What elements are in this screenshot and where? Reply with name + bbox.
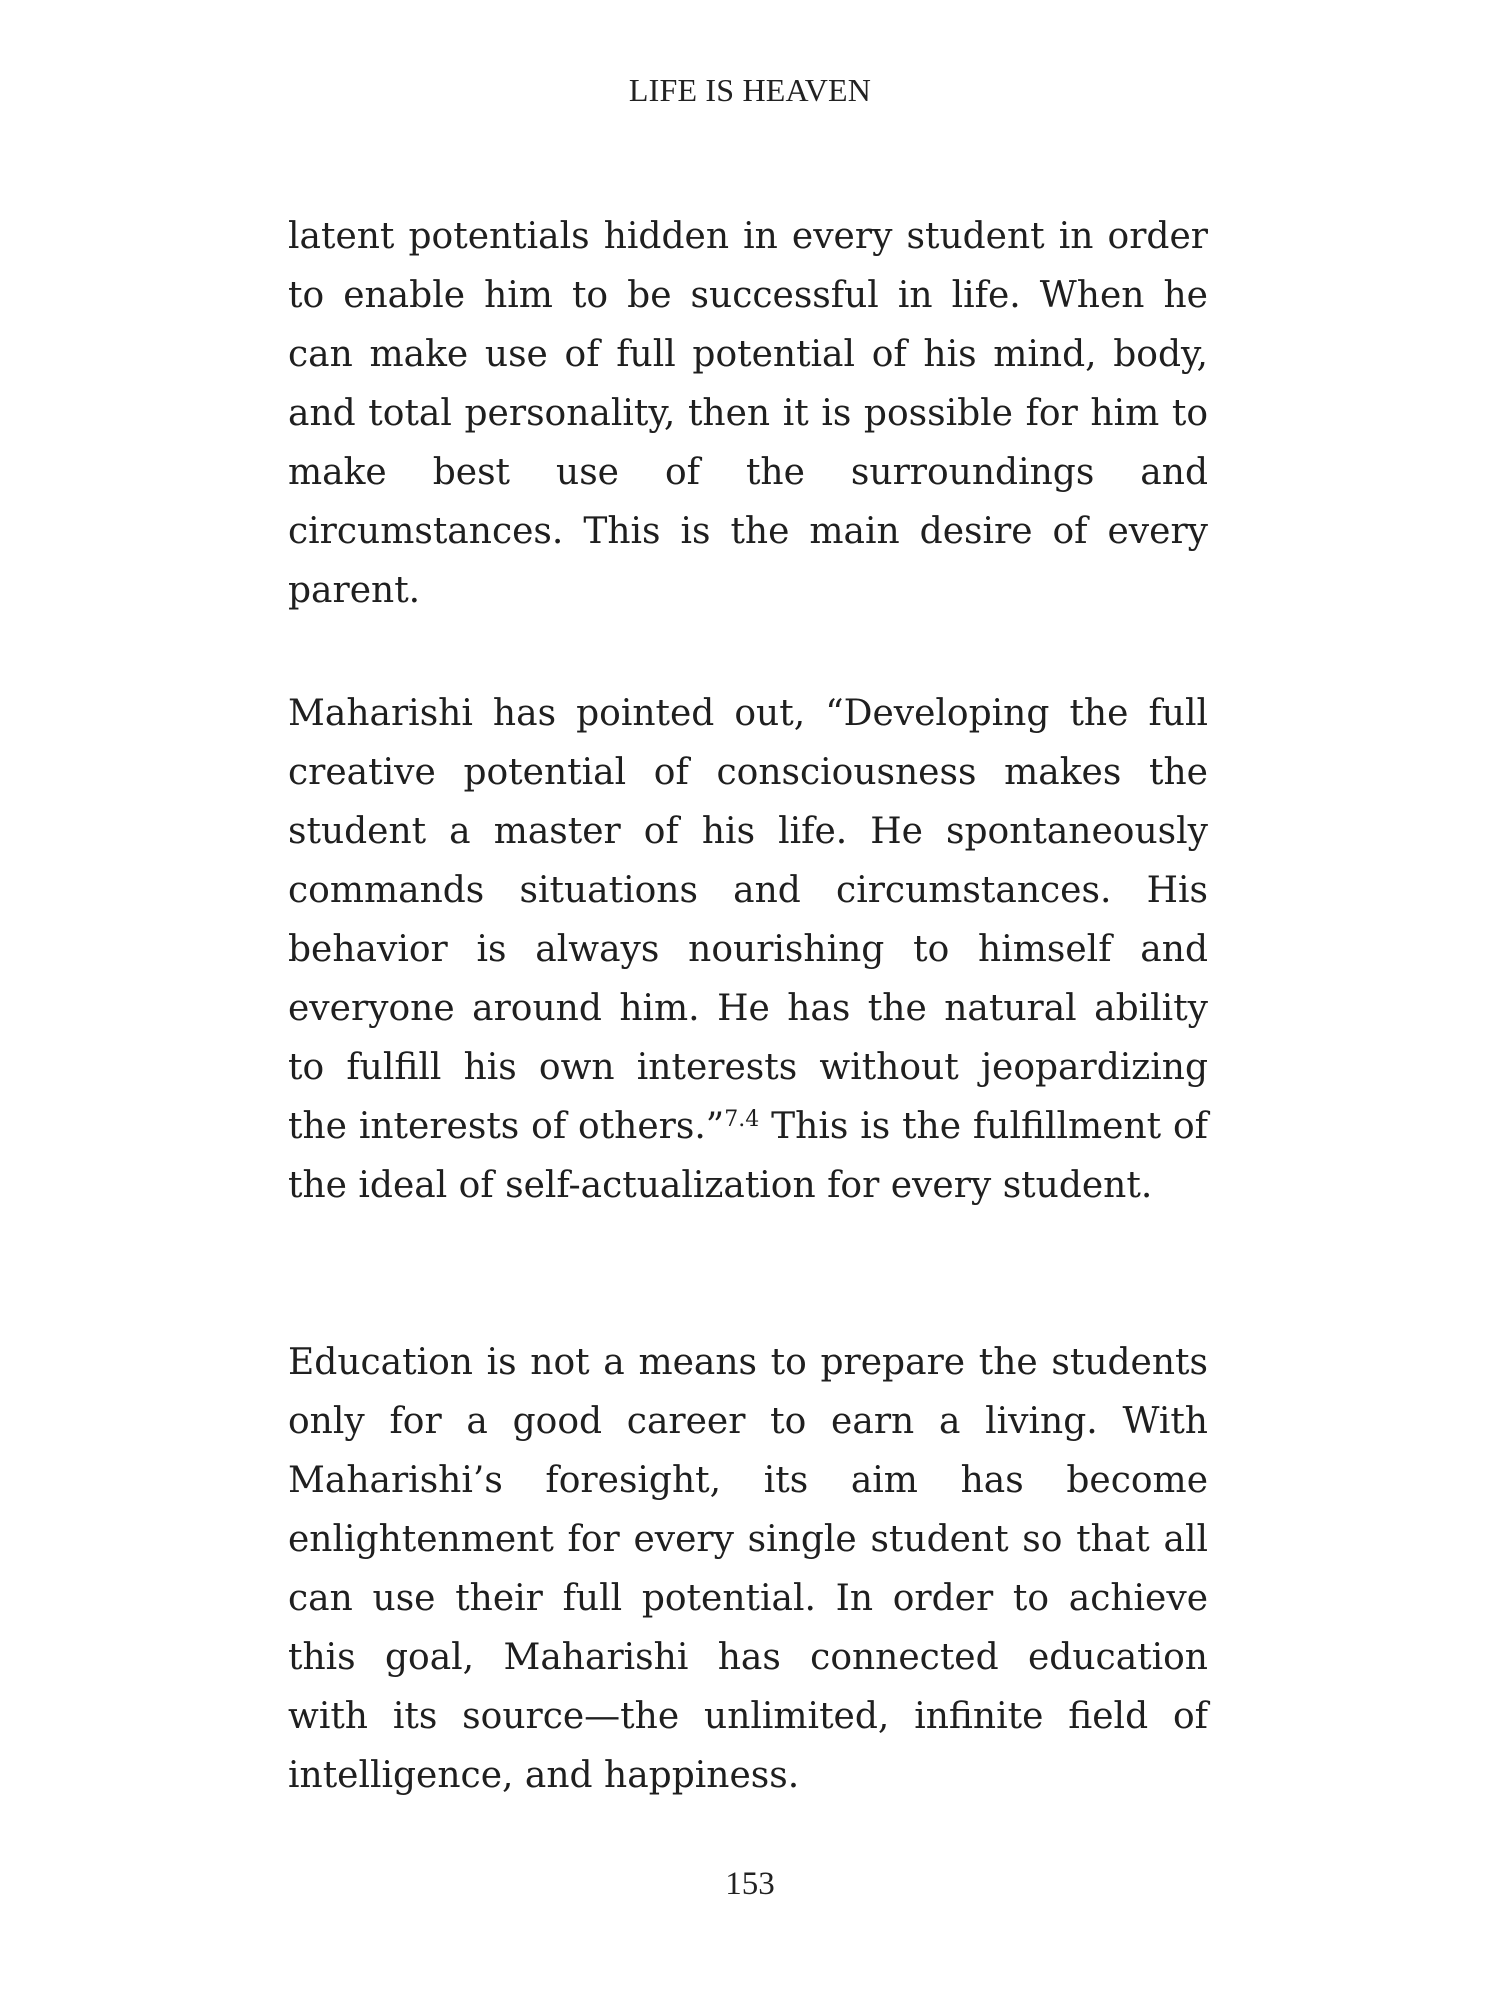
paragraph-2-quote: Maharishi has pointed out, “Developing the full creative potential of consciousness makes the student a master of his life. He spontaneously commands situations and circumstances. His behavior is always nourishing to himself and everyone around him. He has the natural ability to fulfill his own interests without jeopardizing the interests of others.”	[288, 693, 1208, 1147]
running-header: LIFE IS HEAVEN	[628, 72, 872, 108]
paragraph-2	[288, 684, 1208, 1215]
paragraph-2-conclusion: This is the fulfillment of the ideal of self-actualization for every student.	[288, 1106, 1208, 1206]
paragraph-3: Education is not a means to prepare the students only for a good career to earn a living. With Maharishi’s foresight, its aim has become enlightenment for every single student so that all can use their full potential. In order to achieve this goal, Maharishi has connected education with its source—the unlimited, infinite field of intelligence, and happiness.	[288, 1342, 1208, 1796]
page-number: 153	[725, 1866, 775, 1902]
footnote-reference: 7.4	[724, 1107, 760, 1132]
paragraph-1: latent potentials hidden in every student in order to enable him to be successful in life. When he can make use of full potential of his mind, body, and total personality, then it is possible for him to make best use of the surroundings and circumstances. This is the main desire of every parent.	[288, 216, 1208, 611]
